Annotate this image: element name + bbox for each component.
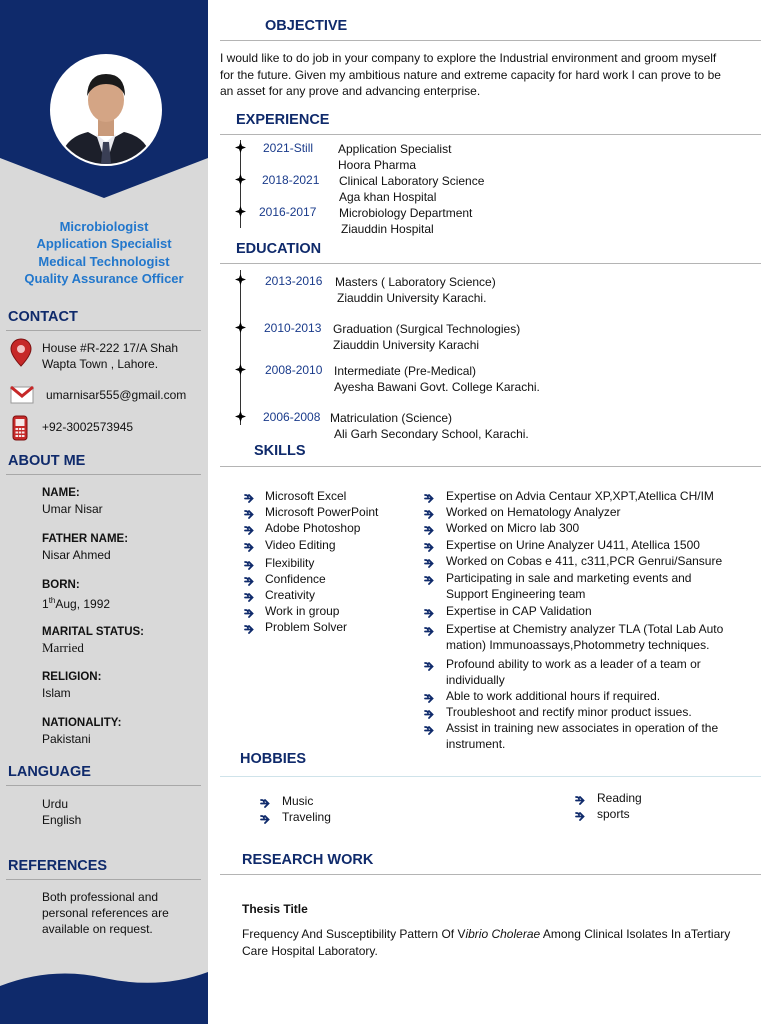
name-value: Umar Nisar — [42, 502, 103, 516]
hobby-item: Music — [282, 794, 314, 808]
born-suffix: th — [48, 596, 56, 605]
education-timeline — [240, 270, 241, 425]
thesis-label: Thesis Title — [242, 902, 308, 916]
diamond-bullet-icon — [235, 322, 246, 333]
experience-entry — [338, 141, 451, 173]
arrow-bullet-icon — [244, 559, 255, 568]
arrow-bullet-icon — [424, 524, 435, 533]
job-title: Application Specialist — [36, 236, 172, 252]
job-title: Quality Assurance Officer — [24, 270, 184, 286]
objective-divider — [220, 40, 761, 41]
education-entry — [334, 363, 540, 395]
diamond-bullet-icon — [235, 206, 246, 217]
mail-icon — [10, 385, 32, 411]
thesis-line: Care Hospital Laboratory. — [242, 943, 378, 958]
about-born — [42, 577, 110, 612]
skill-item: Microsoft Excel — [265, 489, 347, 503]
hobby-item: sports — [597, 807, 630, 821]
education-years: 2013-2016 — [265, 274, 323, 288]
skill-item: Expertise on Advia Centaur XP,XPT,Atellica CH/IM — [446, 489, 714, 503]
thesis-title — [242, 926, 762, 959]
objective-line: for the future. Given my ambitious nature and extreme capacity for hard work I can prove to be — [220, 67, 721, 82]
father-value: Nisar Ahmed — [42, 548, 111, 562]
arrow-bullet-icon — [244, 492, 255, 501]
education-place: Ali Garh Secondary School, Karachi. — [334, 427, 529, 441]
father-label: FATHER NAME: — [42, 533, 129, 545]
experience-entry — [339, 173, 484, 205]
arrow-bullet-icon — [260, 813, 271, 822]
skill-item: Creativity — [265, 588, 316, 602]
thesis-line — [242, 926, 762, 943]
education-years: 2008-2010 — [265, 363, 323, 377]
objective-line: I would like to do job in your company to explore the Industrial environment and groom myself — [220, 51, 717, 65]
skill-item: Flexibility — [265, 556, 315, 570]
diamond-bullet-icon — [235, 174, 246, 185]
education-place: Ziauddin University Karachi — [333, 338, 480, 352]
arrow-bullet-icon — [244, 623, 255, 632]
skill-item: Troubleshoot and rectify minor product issues. — [446, 705, 692, 719]
experience-years: 2016-2017 — [259, 205, 317, 219]
experience-title: Application Specialist — [338, 142, 452, 156]
born-day: 1 — [42, 597, 49, 611]
arrow-bullet-icon — [244, 575, 255, 584]
skills-heading: SKILLS — [254, 443, 306, 459]
profile-photo — [50, 54, 162, 166]
arrow-bullet-icon — [424, 508, 435, 517]
arrow-bullet-icon — [244, 607, 255, 616]
about-heading: ABOUT ME — [8, 453, 86, 469]
language-heading: LANGUAGE — [8, 764, 91, 780]
arrow-bullet-icon — [424, 724, 435, 733]
arrow-bullet-icon — [424, 557, 435, 566]
born-rest: Aug, 1992 — [55, 597, 111, 611]
born-label: BORN: — [42, 579, 80, 591]
education-years: 2006-2008 — [263, 410, 321, 424]
arrow-bullet-icon — [424, 660, 435, 669]
education-entry — [333, 321, 520, 353]
skill-item: Able to work additional hours if required. — [446, 689, 661, 703]
arrow-bullet-icon — [575, 794, 586, 803]
address — [42, 340, 178, 372]
email-link[interactable]: umarnisar555@gmail.com — [46, 388, 187, 402]
arrow-bullet-icon — [244, 541, 255, 550]
thesis-pre: Frequency And Susceptibility Pattern Of V — [242, 927, 466, 941]
about-religion — [42, 669, 101, 701]
skill-item: Worked on Cobas e 411, c311,PCR Genrui/Sansure — [446, 554, 723, 568]
skill-item: Worked on Hematology Analyzer — [446, 505, 621, 519]
hobby-item: Traveling — [282, 810, 331, 824]
research-divider — [220, 874, 761, 875]
sidebar-footer-wave — [0, 964, 208, 1024]
nationality-value: Pakistani — [42, 732, 91, 746]
job-title: Microbiologist — [59, 219, 149, 234]
references-heading: REFERENCES — [8, 858, 108, 874]
references-line: available on request. — [42, 922, 153, 936]
education-place: Ziauddin University Karachi. — [337, 291, 487, 305]
diamond-bullet-icon — [235, 411, 246, 422]
language-divider — [6, 785, 201, 786]
education-divider — [220, 263, 761, 264]
education-years: 2010-2013 — [264, 321, 322, 335]
experience-title: Clinical Laboratory Science — [339, 174, 485, 188]
education-entry — [330, 410, 529, 442]
about-divider — [6, 474, 201, 475]
skill-item: Expertise in CAP Validation — [446, 604, 592, 618]
language-list — [42, 796, 81, 828]
born-value — [42, 593, 110, 612]
about-name — [42, 485, 103, 517]
skill-item: Problem Solver — [265, 620, 348, 634]
arrow-bullet-icon — [244, 508, 255, 517]
references-text — [42, 889, 169, 937]
skill-item: Expertise at Chemistry analyzer TLA (Total Lab Auto mation) Immunoassays,Photommetry techniques. — [446, 622, 724, 652]
hobbies-heading: HOBBIES — [240, 751, 307, 767]
job-title: Medical Technologist — [38, 253, 170, 269]
experience-years: 2021-Still — [263, 141, 314, 155]
name-label: NAME: — [42, 487, 80, 499]
arrow-bullet-icon — [424, 708, 435, 717]
references-line: Both professional and — [42, 890, 159, 904]
skill-item: Worked on Micro lab 300 — [446, 521, 580, 535]
about-nationality — [42, 715, 121, 747]
phone-number[interactable]: +92-3002573945 — [42, 420, 134, 434]
about-marital — [42, 624, 144, 656]
skill-item: Participating in sale and marketing events and Support Engineering team — [446, 571, 692, 601]
address-line: House #R-222 17/A Shah — [42, 341, 179, 355]
arrow-bullet-icon — [424, 541, 435, 550]
education-entry — [335, 274, 496, 306]
objective-line: an asset for any prove and advancing enterprise. — [220, 84, 481, 98]
experience-place: Aga khan Hospital — [339, 190, 437, 204]
hobbies-divider — [220, 776, 761, 777]
arrow-bullet-icon — [260, 797, 271, 806]
references-divider — [6, 879, 201, 880]
skill-item: Expertise on Urine Analyzer U411, Atellica 1500 — [446, 538, 700, 552]
experience-entry — [339, 205, 472, 237]
diamond-bullet-icon — [235, 274, 246, 285]
marital-label: MARITAL STATUS: — [42, 626, 144, 638]
arrow-bullet-icon — [424, 692, 435, 701]
marital-value: Married — [42, 640, 84, 655]
diamond-bullet-icon — [235, 142, 246, 153]
skill-item: Video Editing — [265, 538, 336, 552]
phone-icon — [10, 415, 32, 441]
religion-label: RELIGION: — [42, 671, 102, 683]
skill-item: Confidence — [265, 572, 326, 586]
skill-item: Assist in training new associates in operation of the instrument. — [446, 721, 719, 751]
diamond-bullet-icon — [235, 364, 246, 375]
education-title: Graduation (Surgical Technologies) — [333, 322, 521, 336]
experience-place: Ziauddin Hospital — [341, 222, 434, 236]
religion-value: Islam — [42, 686, 71, 700]
skills-divider — [220, 466, 761, 467]
arrow-bullet-icon — [244, 524, 255, 533]
nationality-label: NATIONALITY: — [42, 717, 122, 729]
research-heading: RESEARCH WORK — [242, 852, 374, 868]
about-father — [42, 531, 128, 563]
thesis-italic: ibrio Cholerae — [465, 927, 541, 941]
objective-heading: OBJECTIVE — [265, 18, 348, 34]
arrow-bullet-icon — [424, 574, 435, 583]
references-line: personal references are — [42, 906, 169, 920]
experience-heading: EXPERIENCE — [236, 112, 330, 128]
skill-item: Microsoft PowerPoint — [265, 505, 379, 519]
contact-heading: CONTACT — [8, 309, 78, 325]
skill-item: Profound ability to work as a leader of a team or individually — [446, 657, 701, 687]
education-title: Matriculation (Science) — [330, 411, 453, 425]
experience-title: Microbiology Department — [339, 206, 473, 220]
arrow-bullet-icon — [424, 625, 435, 634]
sidebar — [0, 0, 208, 1024]
experience-place: Hoora Pharma — [338, 158, 417, 172]
education-title: Masters ( Laboratory Science) — [335, 275, 496, 289]
experience-years: 2018-2021 — [262, 173, 320, 187]
job-titles — [0, 218, 208, 287]
education-place: Ayesha Bawani Govt. College Karachi. — [334, 380, 540, 394]
objective-text — [220, 50, 765, 100]
arrow-bullet-icon — [244, 591, 255, 600]
location-pin-icon — [10, 338, 32, 364]
language-item: Urdu — [42, 797, 69, 811]
education-title: Intermediate (Pre-Medical) — [334, 364, 477, 378]
arrow-bullet-icon — [424, 492, 435, 501]
skill-item: Work in group — [265, 604, 340, 618]
address-line: Wapta Town , Lahore. — [42, 357, 159, 371]
language-item: English — [42, 813, 82, 827]
arrow-bullet-icon — [424, 607, 435, 616]
thesis-post: Among Clinical Isolates In aTertiary — [540, 927, 731, 941]
education-heading: EDUCATION — [236, 241, 322, 257]
arrow-bullet-icon — [575, 810, 586, 819]
experience-divider — [220, 134, 761, 135]
skill-item: Adobe Photoshop — [265, 521, 361, 535]
contact-divider — [6, 330, 201, 331]
hobby-item: Reading — [597, 791, 642, 805]
